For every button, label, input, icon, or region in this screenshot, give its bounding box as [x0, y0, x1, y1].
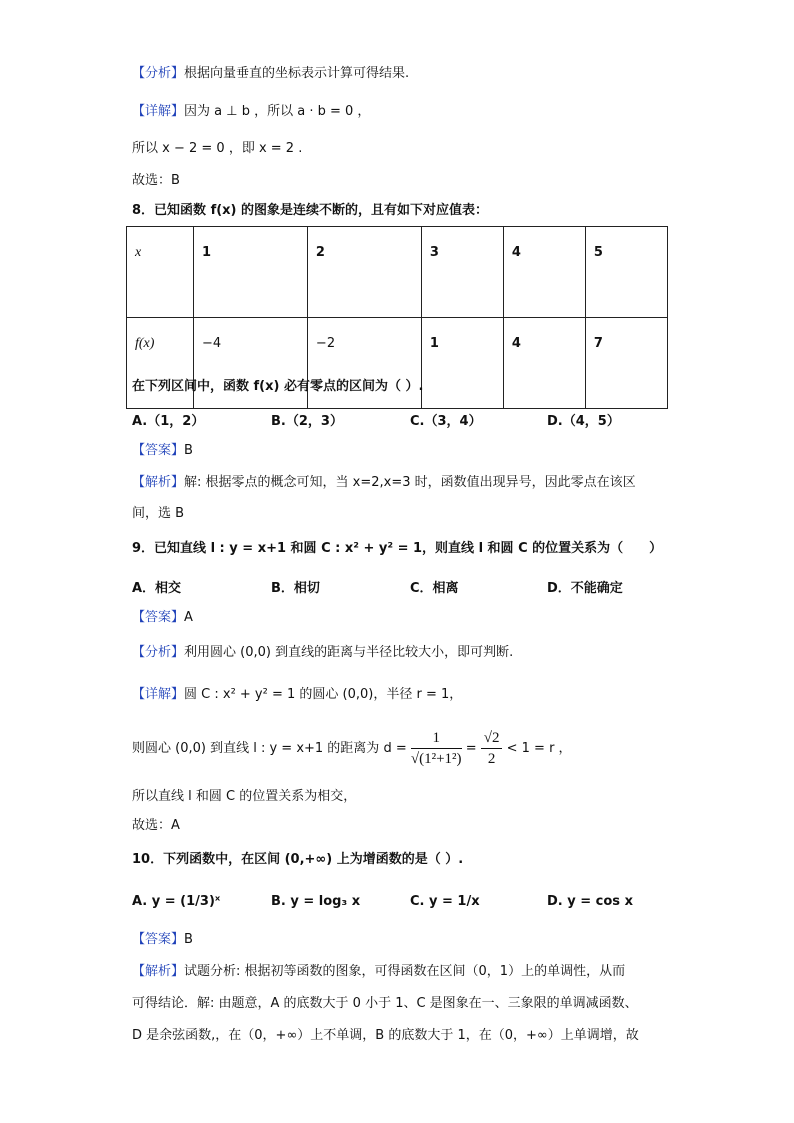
q7-choose: 故选：B	[132, 173, 180, 188]
text: 利用圆心 (0,0) 到直线的距离与半径比较大小，即可判断.	[184, 645, 514, 660]
tag: 【详解】	[132, 687, 185, 702]
q8-question: 在下列区间中，函数 f(x) 必有零点的区间为（ ）.	[132, 379, 424, 394]
text: A	[184, 610, 193, 625]
cell: f(x)	[127, 318, 194, 409]
option-a: A．相交	[132, 581, 182, 596]
q9-conclusion: 所以直线 l 和圆 C 的位置关系为相交，	[132, 789, 357, 804]
q10-explain-cont: 可得结论．解: 由题意，A 的底数大于 0 小于 1、C 是图象在一、三象限的单调减函数、	[132, 996, 638, 1011]
tag: 【分析】	[132, 66, 185, 81]
fraction	[481, 728, 503, 769]
text: 解: 根据零点的概念可知，当 x=2,x=3 时，函数值出现异号，因此零点在该区	[184, 475, 636, 490]
option-d: D. y = cos x	[547, 894, 633, 909]
text: B	[184, 443, 193, 458]
q9-answer	[132, 609, 193, 627]
option-c: C．相离	[410, 581, 459, 596]
option-d: D．不能确定	[547, 581, 623, 596]
text: 根据向量垂直的坐标表示计算可得结果.	[184, 66, 410, 81]
option-d: D.（4，5）	[547, 414, 620, 429]
text: 试题分析: 根据初等函数的图象，可得函数在区间（0，1）上的单调性，从而	[184, 964, 626, 979]
q7-detail	[132, 103, 370, 121]
cell: −2	[307, 318, 421, 409]
q9-choose: 故选：A	[132, 818, 180, 833]
denominator: √(1²+1²)	[410, 751, 462, 767]
table-row	[127, 227, 668, 318]
cell: 1	[194, 227, 308, 318]
option-b: B．相切	[271, 581, 320, 596]
text: B	[184, 932, 193, 947]
option-a: A. y = (1/3)ˣ	[132, 894, 221, 909]
option-c: C. y = 1/x	[410, 894, 480, 909]
option-b: B. y = log₃ x	[271, 894, 361, 909]
q10-answer	[132, 931, 193, 949]
tag: 【解析】	[132, 475, 185, 490]
q7-line: 所以 x − 2 = 0 ，即 x = 2 .	[132, 141, 303, 156]
q9-distance	[132, 727, 572, 771]
cell: 4	[503, 227, 585, 318]
q10-explain	[132, 963, 625, 981]
q7-analysis	[132, 65, 409, 83]
cell: 5	[585, 227, 667, 318]
text: < 1 = r ，	[506, 741, 572, 756]
numerator: 1	[411, 728, 462, 749]
text: 因为 a ⊥ b ，所以 a · b = 0 ，	[184, 104, 371, 119]
q10-stem: 10．下列函数中，在区间 (0,+∞) 上为增函数的是（ ）.	[132, 852, 464, 867]
option-c: C.（3，4）	[410, 414, 482, 429]
option-b: B.（2，3）	[271, 414, 343, 429]
denominator: 2	[487, 751, 496, 767]
fraction	[411, 728, 462, 769]
cell: 4	[503, 318, 585, 409]
q8-stem: 8．已知函数 f(x) 的图象是连续不断的，且有如下对应值表：	[132, 203, 489, 218]
cell: x	[127, 227, 194, 318]
tag: 【答案】	[132, 610, 185, 625]
tag: 【解析】	[132, 964, 185, 979]
cell: 2	[307, 227, 421, 318]
tag: 【答案】	[132, 443, 185, 458]
q8-explain-cont: 间，选 B	[132, 506, 185, 521]
cell: 1	[421, 318, 503, 409]
cell: 3	[421, 227, 503, 318]
q10-explain-cont: D 是余弦函数,，在（0，+∞）上不单调，B 的底数大于 1，在（0，+∞）上单调增，故	[132, 1028, 639, 1043]
tag: 【详解】	[132, 104, 185, 119]
q9-analysis	[132, 644, 513, 662]
numerator: √2	[481, 728, 503, 749]
text: 则圆心 (0,0) 到直线 l : y = x+1 的距离为 d =	[132, 741, 407, 756]
tag: 【分析】	[132, 645, 185, 660]
text: 圆 C : x² + y² = 1 的圆心 (0,0)，半径 r = 1，	[184, 687, 463, 702]
cell: −4	[194, 318, 308, 409]
q9-detail	[132, 686, 462, 704]
option-a: A.（1，2）	[132, 414, 205, 429]
text: =	[465, 741, 477, 756]
q8-explain	[132, 474, 636, 492]
q9-stem: 9．已知直线 l : y = x+1 和圆 C : x² + y² = 1，则直线 l 和圆 C 的位置关系为（ ）	[132, 541, 663, 556]
tag: 【答案】	[132, 932, 185, 947]
q8-answer	[132, 442, 193, 460]
cell: 7	[585, 318, 667, 409]
